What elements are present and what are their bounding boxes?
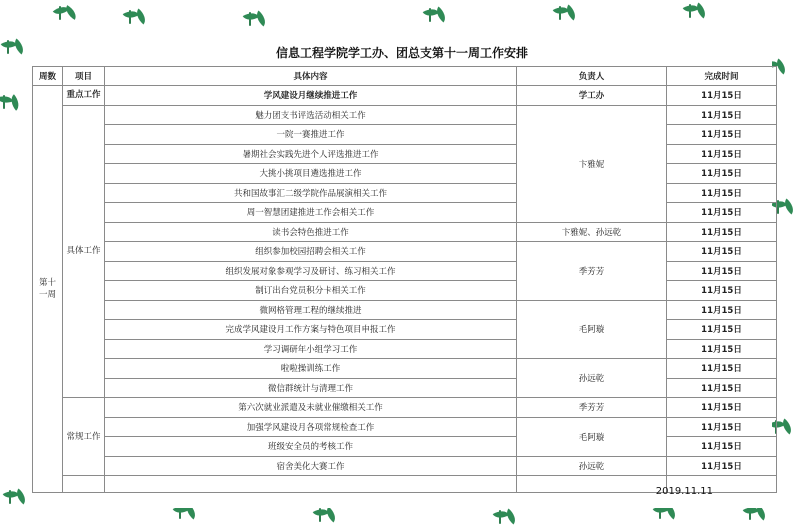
due-cell: 11月15日: [667, 417, 777, 437]
content-cell: 大挑小挑项目遴选推进工作: [105, 164, 517, 184]
content-cell: 啦啦操训练工作: [105, 359, 517, 379]
due-cell: 11月15日: [667, 437, 777, 457]
owner-cell: 毛阿璇: [517, 417, 667, 456]
due-cell: 11月15日: [667, 183, 777, 203]
due-cell: 11月15日: [667, 222, 777, 242]
content-cell: 共和国故事汇二级学院作品展演相关工作: [105, 183, 517, 203]
content-cell: 一院一赛推进工作: [105, 125, 517, 145]
due-cell: 11月15日: [667, 144, 777, 164]
header-week: 周数: [33, 67, 63, 86]
page-title: 信息工程学院学工办、团总支第十一周工作安排: [275, 46, 528, 60]
footer-empty-cell: [105, 476, 517, 493]
category-specific: 具体工作: [63, 105, 105, 398]
owner-cell: 季芳芳: [517, 398, 667, 418]
due-cell: 11月15日: [667, 456, 777, 476]
content-cell: 组织参加校园招聘会相关工作: [105, 242, 517, 262]
due-cell: 11月15日: [667, 359, 777, 379]
owner-cell: 学工办: [517, 86, 667, 106]
content-cell: 完成学风建设月工作方案与特色项目申报工作: [105, 320, 517, 340]
content-cell: 组织发展对象参观学习及研讨、练习相关工作: [105, 261, 517, 281]
week-cell: 第十一周: [33, 86, 63, 493]
due-cell: 11月15日: [667, 320, 777, 340]
due-cell: 11月15日: [667, 86, 777, 106]
table-row: [33, 417, 777, 437]
header-row: [33, 67, 777, 86]
header-item: 项目: [63, 67, 105, 86]
owner-cell: 卞雅妮: [517, 105, 667, 222]
table-row: [33, 105, 777, 125]
content-cell: 微网格管理工程的继续推进: [105, 300, 517, 320]
table-row: [33, 86, 777, 106]
footer-empty-cell: [517, 476, 667, 493]
content-cell: 读书会特色推进工作: [105, 222, 517, 242]
table-row: [33, 222, 777, 242]
due-cell: 11月15日: [667, 281, 777, 301]
due-cell: 11月15日: [667, 164, 777, 184]
category-routine: 常规工作: [63, 398, 105, 476]
owner-cell: 卞雅妮、孙远乾: [517, 222, 667, 242]
owner-cell: 孙远乾: [517, 456, 667, 476]
content-cell: 暑期社会实践先进个人评选推进工作: [105, 144, 517, 164]
header-owner: 负责人: [517, 67, 667, 86]
due-cell: 11月15日: [667, 300, 777, 320]
content-cell: 周一智慧团建推进工作会相关工作: [105, 203, 517, 223]
content-cell: 班级安全员的考核工作: [105, 437, 517, 457]
content-cell: 宿舍美化大赛工作: [105, 456, 517, 476]
document-date: 2019.11.11: [655, 486, 713, 497]
content-cell: 学风建设月继续推进工作: [105, 86, 517, 106]
table-row: [33, 300, 777, 320]
table-row: [33, 456, 777, 476]
content-cell: 学习调研年小组学习工作: [105, 339, 517, 359]
header-due: 完成时间: [667, 67, 777, 86]
header-content: 具体内容: [105, 67, 517, 86]
table-row: [33, 359, 777, 379]
content-cell: 制订出台党员积分卡相关工作: [105, 281, 517, 301]
content-cell: 魅力团支书评选活动相关工作: [105, 105, 517, 125]
content-cell: 第六次就业派遣及未就业催缴相关工作: [105, 398, 517, 418]
due-cell: 11月15日: [667, 398, 777, 418]
owner-cell: 季芳芳: [517, 242, 667, 301]
footer-empty-cell: [63, 476, 105, 493]
due-cell: 11月15日: [667, 105, 777, 125]
schedule-table: [32, 66, 777, 493]
schedule-card: [32, 38, 772, 508]
due-cell: 11月15日: [667, 261, 777, 281]
due-cell: 11月15日: [667, 339, 777, 359]
content-cell: 微信群统计与清理工作: [105, 378, 517, 398]
content-cell: 加强学风建设月各项常规检查工作: [105, 417, 517, 437]
due-cell: 11月15日: [667, 203, 777, 223]
due-cell: 11月15日: [667, 125, 777, 145]
category-key: 重点工作: [63, 86, 105, 106]
table-row: [33, 242, 777, 262]
due-cell: 11月15日: [667, 378, 777, 398]
owner-cell: 孙远乾: [517, 359, 667, 398]
owner-cell: 毛阿璇: [517, 300, 667, 359]
table-row: [33, 398, 777, 418]
due-cell: 11月15日: [667, 242, 777, 262]
